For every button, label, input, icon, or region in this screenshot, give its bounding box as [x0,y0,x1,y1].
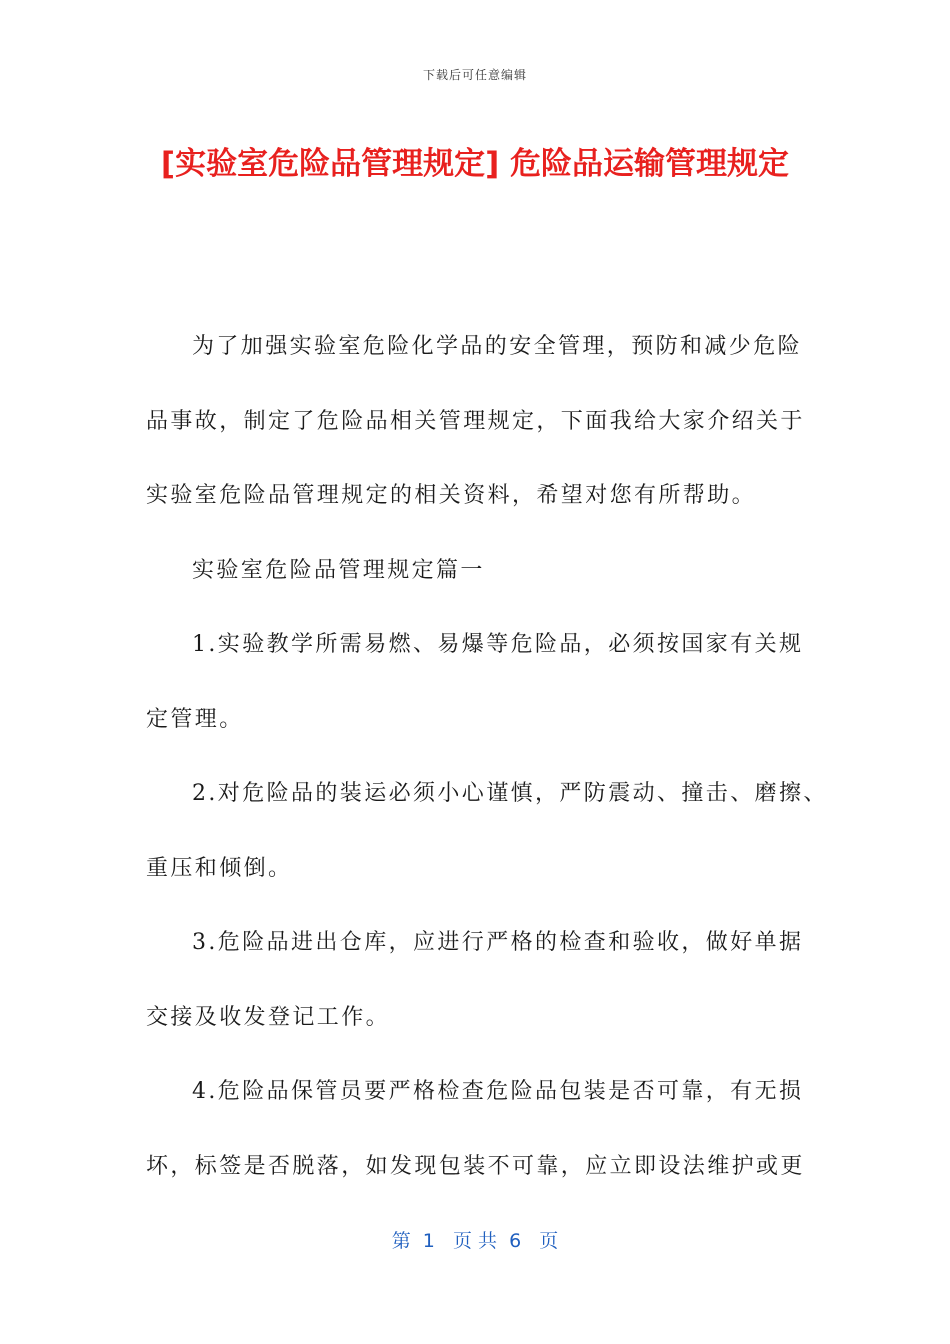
body-line: 2.对危险品的装运必须小心谨慎，严防震动、撞击、磨擦、 [192,781,828,806]
body-line: 定管理。 [146,706,244,732]
document-body [146,310,828,1204]
document-title: [实验室危险品管理规定] 危险品运输管理规定 [160,146,790,182]
body-line: 品事故，制定了危险品相关管理规定，下面我给大家介绍关于 [146,408,805,434]
section-heading: 实验室危险品管理规定篇一 [192,557,485,583]
body-line: 1.实验教学所需易燃、易爆等危险品，必须按国家有关规 [192,632,804,657]
body-line: 交接及收发登记工作。 [146,1004,391,1030]
page-footer: 第 1 页 共 6 页 [391,1230,559,1252]
body-line: 坏，标签是否脱落，如发现包装不可靠，应立即设法维护或更 [146,1153,805,1179]
body-line: 实验室危险品管理规定的相关资料，希望对您有所帮助。 [146,483,757,508]
body-line: 3.危险品进出仓库，应进行严格的检查和验收，做好单据 [192,930,804,955]
body-line: 4.危险品保管员要严格检查危险品包装是否可靠，有无损 [192,1079,804,1104]
body-line: 重压和倾倒。 [146,855,293,881]
header-note: 下载后可任意编辑 [422,68,527,82]
body-line: 为了加强实验室危险化学品的安全管理，预防和减少危险 [192,334,803,359]
